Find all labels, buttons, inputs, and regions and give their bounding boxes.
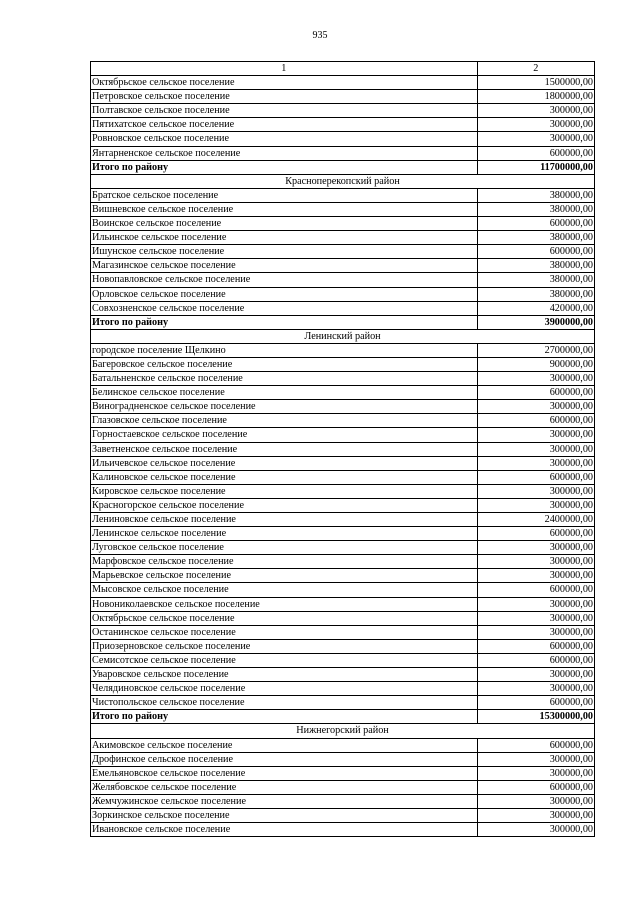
settlement-name: Орловское сельское поселение <box>91 287 478 301</box>
settlement-amount: 300000,00 <box>477 498 594 512</box>
total-amount: 3900000,00 <box>477 315 594 329</box>
settlement-amount: 300000,00 <box>477 555 594 569</box>
settlement-amount: 600000,00 <box>477 583 594 597</box>
settlement-amount: 600000,00 <box>477 414 594 428</box>
settlement-row <box>91 484 595 498</box>
settlement-name: Мысовское сельское поселение <box>91 583 478 597</box>
settlement-amount: 380000,00 <box>477 202 594 216</box>
settlement-name: Багеровское сельское поселение <box>91 357 478 371</box>
settlement-name: Останинское сельское поселение <box>91 625 478 639</box>
settlement-row <box>91 343 595 357</box>
settlement-name: Петровское сельское поселение <box>91 90 478 104</box>
settlement-amount: 420000,00 <box>477 301 594 315</box>
settlement-amount: 300000,00 <box>477 625 594 639</box>
settlement-name: Луговское сельское поселение <box>91 541 478 555</box>
settlement-amount: 600000,00 <box>477 386 594 400</box>
settlement-amount: 600000,00 <box>477 738 594 752</box>
settlement-row <box>91 682 595 696</box>
district-name: Ленинский район <box>91 329 595 343</box>
settlement-row <box>91 372 595 386</box>
settlement-row <box>91 442 595 456</box>
settlement-row <box>91 357 595 371</box>
settlement-row <box>91 780 595 794</box>
settlement-row <box>91 639 595 653</box>
settlement-row <box>91 611 595 625</box>
settlement-name: Белинское сельское поселение <box>91 386 478 400</box>
settlement-row <box>91 738 595 752</box>
settlement-name: Заветненское сельское поселение <box>91 442 478 456</box>
settlement-amount: 600000,00 <box>477 527 594 541</box>
settlement-amount: 300000,00 <box>477 442 594 456</box>
settlement-amount: 300000,00 <box>477 132 594 146</box>
settlement-row <box>91 76 595 90</box>
settlement-name: Вишневское сельское поселение <box>91 202 478 216</box>
total-label: Итого по району <box>91 160 478 174</box>
settlement-name: Емельяновское сельское поселение <box>91 766 478 780</box>
settlement-amount: 300000,00 <box>477 682 594 696</box>
settlement-row <box>91 498 595 512</box>
settlement-row <box>91 696 595 710</box>
settlement-amount: 2400000,00 <box>477 513 594 527</box>
settlement-amount: 300000,00 <box>477 569 594 583</box>
settlement-row <box>91 569 595 583</box>
settlement-name: Зоркинское сельское поселение <box>91 808 478 822</box>
settlement-row <box>91 90 595 104</box>
settlement-amount: 300000,00 <box>477 104 594 118</box>
settlement-name: Жемчужинское сельское поселение <box>91 794 478 808</box>
settlement-row <box>91 625 595 639</box>
settlement-amount: 600000,00 <box>477 470 594 484</box>
settlement-amount: 380000,00 <box>477 188 594 202</box>
settlement-amount: 300000,00 <box>477 456 594 470</box>
settlement-row <box>91 245 595 259</box>
settlement-amount: 300000,00 <box>477 400 594 414</box>
settlement-name: Калиновское сельское поселение <box>91 470 478 484</box>
settlement-name: Ленинское сельское поселение <box>91 527 478 541</box>
allocation-table <box>90 61 595 837</box>
settlement-row <box>91 259 595 273</box>
settlement-amount: 380000,00 <box>477 273 594 287</box>
settlement-amount: 600000,00 <box>477 780 594 794</box>
settlement-name: Октябрьское сельское поселение <box>91 611 478 625</box>
settlement-row <box>91 118 595 132</box>
settlement-amount: 300000,00 <box>477 823 594 837</box>
settlement-name: Дрофинское сельское поселение <box>91 752 478 766</box>
settlement-name: Янтарненское сельское поселение <box>91 146 478 160</box>
settlement-row <box>91 808 595 822</box>
district-name: Красноперекопский район <box>91 174 595 188</box>
column-header-1: 1 <box>91 62 478 76</box>
total-amount: 11700000,00 <box>477 160 594 174</box>
settlement-amount: 300000,00 <box>477 611 594 625</box>
settlement-name: Воинское сельское поселение <box>91 217 478 231</box>
settlement-row <box>91 470 595 484</box>
settlement-name: Братское сельское поселение <box>91 188 478 202</box>
district-total-row <box>91 710 595 724</box>
settlement-amount: 600000,00 <box>477 653 594 667</box>
page-number: 935 <box>312 30 328 41</box>
settlement-name: Желябовское сельское поселение <box>91 780 478 794</box>
settlement-row <box>91 273 595 287</box>
settlement-name: Ишунское сельское поселение <box>91 245 478 259</box>
district-header-row <box>91 329 595 343</box>
settlement-row <box>91 301 595 315</box>
settlement-amount: 600000,00 <box>477 217 594 231</box>
district-name: Нижнегорский район <box>91 724 595 738</box>
settlement-amount: 600000,00 <box>477 696 594 710</box>
settlement-row <box>91 104 595 118</box>
settlement-amount: 300000,00 <box>477 808 594 822</box>
settlement-name: Приозерновское сельское поселение <box>91 639 478 653</box>
settlement-amount: 900000,00 <box>477 357 594 371</box>
settlement-row <box>91 583 595 597</box>
total-label: Итого по району <box>91 315 478 329</box>
settlement-row <box>91 513 595 527</box>
district-header-row <box>91 724 595 738</box>
settlement-amount: 1800000,00 <box>477 90 594 104</box>
settlement-row <box>91 188 595 202</box>
settlement-row <box>91 766 595 780</box>
settlement-name: Магазинское сельское поселение <box>91 259 478 273</box>
settlement-name: Красногорское сельское поселение <box>91 498 478 512</box>
settlement-name: Горностаевское сельское поселение <box>91 428 478 442</box>
total-label: Итого по району <box>91 710 478 724</box>
table-body <box>91 62 595 837</box>
settlement-name: Глазовское сельское поселение <box>91 414 478 428</box>
settlement-name: Октябрьское сельское поселение <box>91 76 478 90</box>
district-total-row <box>91 315 595 329</box>
settlement-name: Марфовское сельское поселение <box>91 555 478 569</box>
settlement-name: Ивановское сельское поселение <box>91 823 478 837</box>
settlement-row <box>91 555 595 569</box>
settlement-row <box>91 287 595 301</box>
settlement-amount: 300000,00 <box>477 484 594 498</box>
settlement-row <box>91 597 595 611</box>
settlement-amount: 600000,00 <box>477 245 594 259</box>
settlement-name: Акимовское сельское поселение <box>91 738 478 752</box>
settlement-amount: 380000,00 <box>477 259 594 273</box>
settlement-amount: 300000,00 <box>477 794 594 808</box>
settlement-row <box>91 752 595 766</box>
settlement-amount: 300000,00 <box>477 752 594 766</box>
settlement-name: Полтавское сельское поселение <box>91 104 478 118</box>
total-amount: 15300000,00 <box>477 710 594 724</box>
settlement-name: Семисотское сельское поселение <box>91 653 478 667</box>
settlement-amount: 300000,00 <box>477 372 594 386</box>
settlement-name: Батальненское сельское поселение <box>91 372 478 386</box>
settlement-row <box>91 217 595 231</box>
settlement-amount: 600000,00 <box>477 146 594 160</box>
column-header-2: 2 <box>477 62 594 76</box>
settlement-name: Новониколаевское сельское поселение <box>91 597 478 611</box>
settlement-name: Лениновское сельское поселение <box>91 513 478 527</box>
settlement-name: Новопавловское сельское поселение <box>91 273 478 287</box>
settlement-row <box>91 414 595 428</box>
settlement-amount: 300000,00 <box>477 428 594 442</box>
settlement-row <box>91 231 595 245</box>
settlement-amount: 300000,00 <box>477 118 594 132</box>
district-total-row <box>91 160 595 174</box>
settlement-name: Ильичевское сельское поселение <box>91 456 478 470</box>
settlement-name: Совхозненское сельское поселение <box>91 301 478 315</box>
district-header-row <box>91 174 595 188</box>
settlement-name: Челядиновское сельское поселение <box>91 682 478 696</box>
settlement-row <box>91 823 595 837</box>
settlement-name: Кировское сельское поселение <box>91 484 478 498</box>
settlement-row <box>91 400 595 414</box>
settlement-name: Ровновское сельское поселение <box>91 132 478 146</box>
settlement-row <box>91 428 595 442</box>
settlement-name: Пятихатское сельское поселение <box>91 118 478 132</box>
settlement-amount: 300000,00 <box>477 597 594 611</box>
settlement-row <box>91 527 595 541</box>
settlement-row <box>91 456 595 470</box>
settlement-name: Чистопольское сельское поселение <box>91 696 478 710</box>
settlement-name: городское поселение Щелкино <box>91 343 478 357</box>
settlement-row <box>91 668 595 682</box>
settlement-amount: 300000,00 <box>477 766 594 780</box>
settlement-row <box>91 132 595 146</box>
settlement-row <box>91 386 595 400</box>
settlement-amount: 2700000,00 <box>477 343 594 357</box>
settlement-name: Уваровское сельское поселение <box>91 668 478 682</box>
settlement-row <box>91 202 595 216</box>
settlement-name: Виноградненское сельское поселение <box>91 400 478 414</box>
settlement-amount: 380000,00 <box>477 231 594 245</box>
settlement-name: Ильинское сельское поселение <box>91 231 478 245</box>
table-header-row <box>91 62 595 76</box>
settlement-amount: 1500000,00 <box>477 76 594 90</box>
settlement-amount: 300000,00 <box>477 541 594 555</box>
settlement-amount: 380000,00 <box>477 287 594 301</box>
settlement-amount: 300000,00 <box>477 668 594 682</box>
settlement-row <box>91 794 595 808</box>
settlement-row <box>91 146 595 160</box>
settlement-row <box>91 653 595 667</box>
settlement-row <box>91 541 595 555</box>
settlement-amount: 600000,00 <box>477 639 594 653</box>
settlement-name: Марьевское сельское поселение <box>91 569 478 583</box>
